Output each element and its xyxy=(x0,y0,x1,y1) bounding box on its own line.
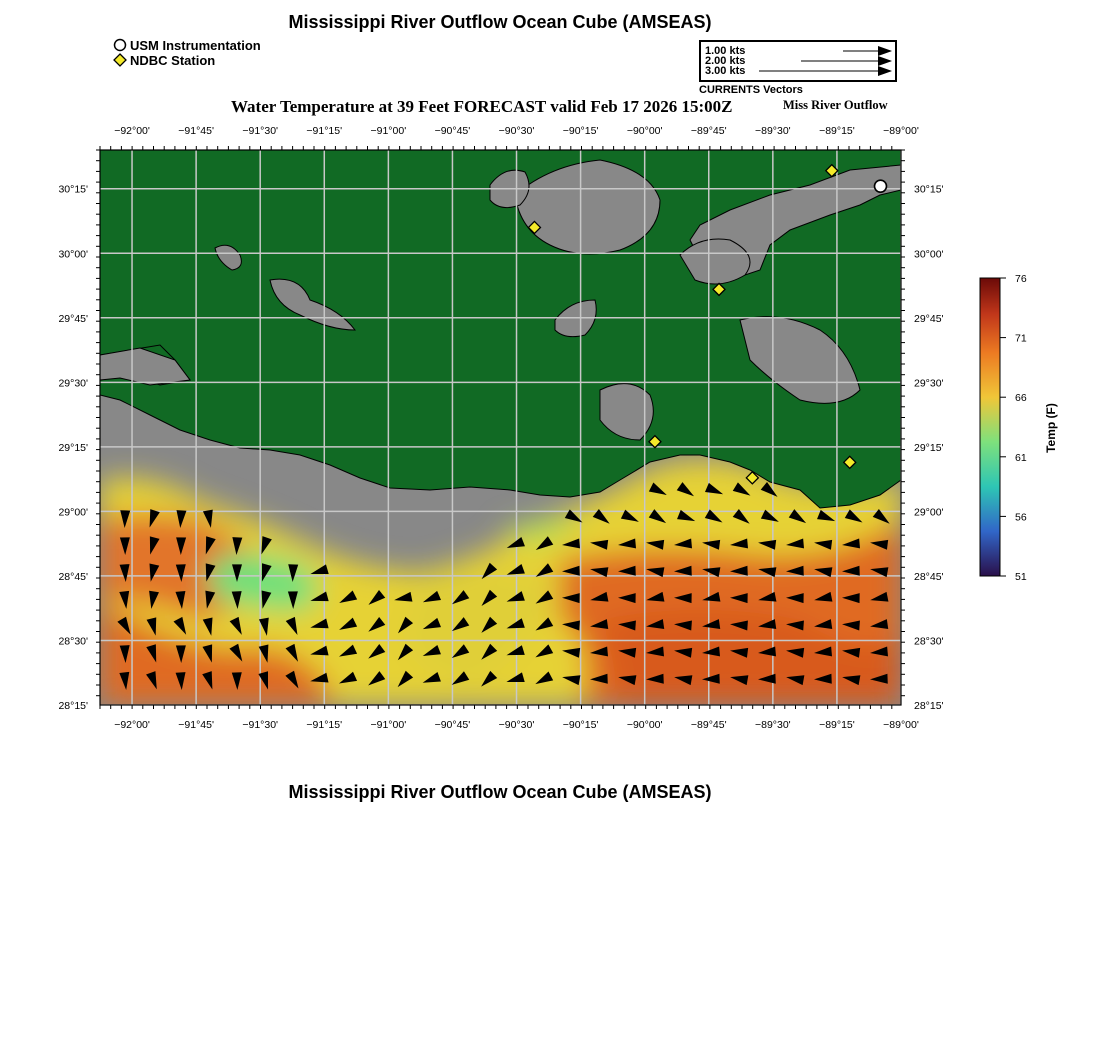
lon-tick-label: −91°45' xyxy=(178,125,214,137)
lat-tick-label: 29°45' xyxy=(58,312,88,325)
colorbar-tick-label: 66 xyxy=(1015,392,1027,405)
lat-tick-label: 28°15' xyxy=(58,700,88,712)
colorbar-tick-label: 51 xyxy=(1015,571,1027,583)
map-subtitle: Water Temperature at 39 Feet FORECAST valid Feb 17 2026 15:00Z xyxy=(231,97,733,116)
lon-tick-label: −89°00' xyxy=(883,125,919,137)
lat-tick-label: 29°45' xyxy=(914,312,944,325)
lon-tick-label: −89°30' xyxy=(754,719,791,731)
legend-usm-label: USM Instrumentation xyxy=(130,38,261,53)
lon-tick-label: −90°15' xyxy=(562,719,599,731)
lat-tick-label: 29°15' xyxy=(58,441,88,454)
lon-tick-label: −91°15' xyxy=(306,125,343,137)
lon-tick-label: −89°15' xyxy=(819,125,855,137)
lon-tick-label: −91°30' xyxy=(242,125,279,137)
lon-tick-label: −91°00' xyxy=(370,719,407,731)
lon-tick-label: −90°00' xyxy=(626,719,663,731)
lat-tick-label: 29°00' xyxy=(58,506,88,519)
lat-tick-labels-left xyxy=(58,184,88,712)
colorbar xyxy=(980,273,1058,583)
lon-tick-label: −89°45' xyxy=(690,719,727,731)
lon-tick-label: −92°00' xyxy=(114,125,150,137)
lat-tick-label: 30°00' xyxy=(58,248,88,261)
lat-tick-label: 29°15' xyxy=(914,441,944,454)
lon-tick-label: −90°30' xyxy=(498,719,535,731)
colorbar-tick-label: 71 xyxy=(1015,332,1027,345)
lon-tick-label: −91°15' xyxy=(306,719,343,731)
lat-tick-label: 30°15' xyxy=(58,183,88,196)
lat-tick-label: 29°00' xyxy=(914,506,944,519)
lon-tick-labels-top xyxy=(114,125,919,137)
lat-tick-label: 28°15' xyxy=(914,700,944,712)
lat-tick-label: 28°45' xyxy=(914,570,944,583)
colorbar-ramp xyxy=(980,278,1000,576)
lat-tick-label: 29°30' xyxy=(58,377,88,390)
lon-tick-label: −92°00' xyxy=(114,719,150,731)
vector-legend-caption: CURRENTS Vectors xyxy=(699,84,803,96)
lon-tick-labels-bottom xyxy=(114,719,919,731)
lat-tick-label: 29°30' xyxy=(914,377,944,390)
colorbar-label: Temp (F) xyxy=(1044,403,1058,453)
vector-row-2: 2.00 kts xyxy=(705,55,746,67)
lon-tick-label: −91°45' xyxy=(178,719,214,731)
vector-row-1: 1.00 kts xyxy=(705,45,746,57)
lon-tick-label: −89°30' xyxy=(754,125,791,137)
lon-tick-label: −90°45' xyxy=(434,125,471,137)
lat-tick-label: 28°30' xyxy=(914,635,944,648)
colorbar-tick-label: 61 xyxy=(1015,451,1027,464)
lon-tick-label: −89°15' xyxy=(819,719,855,731)
footer-title: Mississippi River Outflow Ocean Cube (AMSEAS) xyxy=(288,782,712,802)
usm-station-marker xyxy=(874,180,886,192)
vector-row-3: 3.00 kts xyxy=(705,65,746,77)
lon-tick-label: −89°00' xyxy=(883,719,919,731)
colorbar-tick-label: 76 xyxy=(1015,273,1027,285)
lat-tick-label: 28°45' xyxy=(58,570,88,583)
lon-tick-label: −91°30' xyxy=(242,719,279,731)
region-label: Miss River Outflow xyxy=(783,98,888,112)
page-title: Mississippi River Outflow Ocean Cube (AMSEAS) xyxy=(288,12,712,32)
lon-tick-label: −90°45' xyxy=(434,719,471,731)
lat-tick-label: 30°15' xyxy=(914,183,944,196)
lon-tick-label: −89°45' xyxy=(690,125,727,137)
lon-tick-label: −90°15' xyxy=(562,125,599,137)
lat-tick-labels-right xyxy=(914,184,944,712)
lon-tick-label: −90°30' xyxy=(498,125,535,137)
lon-tick-label: −91°00' xyxy=(370,125,407,137)
legend-ndbc-label: NDBC Station xyxy=(130,53,216,68)
colorbar-ticks xyxy=(1000,273,1027,583)
lon-tick-label: −90°00' xyxy=(626,125,663,137)
lat-tick-label: 28°30' xyxy=(58,635,88,648)
colorbar-tick-label: 56 xyxy=(1015,511,1027,524)
lat-tick-label: 30°00' xyxy=(914,248,944,261)
